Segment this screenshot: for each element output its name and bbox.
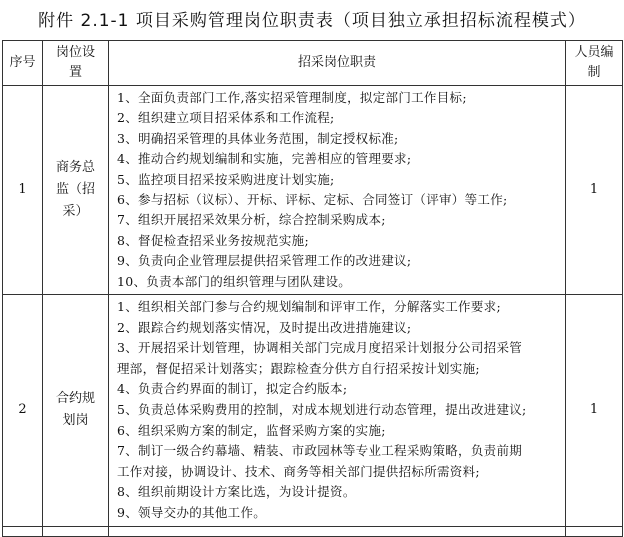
table-row <box>3 295 623 527</box>
row-post: 商务总监（招采） <box>43 86 109 295</box>
duty-line: 10、负责本部门的组织管理与团队建设。 <box>117 273 352 289</box>
duty-line: 4、负责合约界面的制订，拟定合约版本; <box>117 381 348 397</box>
duty-line: 2、跟踪合约规划落实情况，及时提出改进措施建议; <box>117 319 412 335</box>
duty-line: 4、推动合约规划编制和实施，完善相应的管理要求; <box>117 151 412 167</box>
row-post: 合约规划岗 <box>43 295 109 527</box>
header-no: 序号 <box>3 41 43 86</box>
duty-line: 8、组织前期设计方案比选，为设计提资。 <box>117 484 356 500</box>
duty-line: 8、督促检查招采业务按规范实施; <box>117 232 309 248</box>
row-no: 1 <box>3 86 43 295</box>
document-title: 附件 2.1-1 项目采购管理岗位职责表（项目独立承担招标流程模式） <box>38 11 586 31</box>
duty-line: 3、开展招采计划管理，协调相关部门完成月度招采计划报分公司招采管 <box>117 340 523 356</box>
duty-line: 1、全面负责部门工作,落实招采管理制度，拟定部门工作目标; <box>117 90 467 105</box>
row-staff: 1 <box>566 295 623 527</box>
table-row-partial <box>3 526 623 536</box>
row-staff: 1 <box>566 86 623 295</box>
duty-line: 9、领导交办的其他工作。 <box>117 505 267 520</box>
duty-line: 1、组织相关部门参与合约规划编制和评审工作，分解落实工作要求; <box>117 299 501 315</box>
table-row <box>3 86 623 295</box>
row-duties <box>109 86 566 295</box>
duty-line: 6、参与招标（议标）、开标、评标、定标、合同签订（评审）等工作; <box>117 192 508 208</box>
row-no: 2 <box>3 295 43 527</box>
header-staff: 人员编制 <box>566 41 623 86</box>
duty-line: 2、组织建立项目招采体系和工作流程; <box>117 110 335 126</box>
duty-line: 6、组织采购方案的制定，监督采购方案的实施; <box>117 422 386 438</box>
duty-line: 7、制订一级合约幕墙、精装、市政园林等专业工程采购策略，负责前期 <box>117 443 523 459</box>
table-header-row <box>3 41 623 86</box>
duty-line: 工作对接，协调设计、技术、商务等相关部门提供招标所需资料; <box>117 463 480 479</box>
header-duties: 招采岗位职责 <box>109 41 566 86</box>
duty-line: 5、监控项目招采按采购进度计划实施; <box>117 171 335 187</box>
duty-line: 5、负责总体采购费用的控制，对成本规划进行动态管理，提出改进建议; <box>117 402 527 418</box>
duty-line: 3、明确招采管理的具体业务范围，制定授权标准; <box>117 130 399 146</box>
duty-line: 7、组织开展招采效果分析，综合控制采购成本; <box>117 212 386 228</box>
row-duties <box>109 295 566 527</box>
duty-line: 9、负责向企业管理层提供招采管理工作的改进建议; <box>117 253 412 269</box>
duties-table <box>2 40 623 537</box>
duty-line: 理部，督促招采计划落实；跟踪检查分供方自行招采按计划实施; <box>117 360 480 376</box>
header-post: 岗位设置 <box>43 41 109 86</box>
